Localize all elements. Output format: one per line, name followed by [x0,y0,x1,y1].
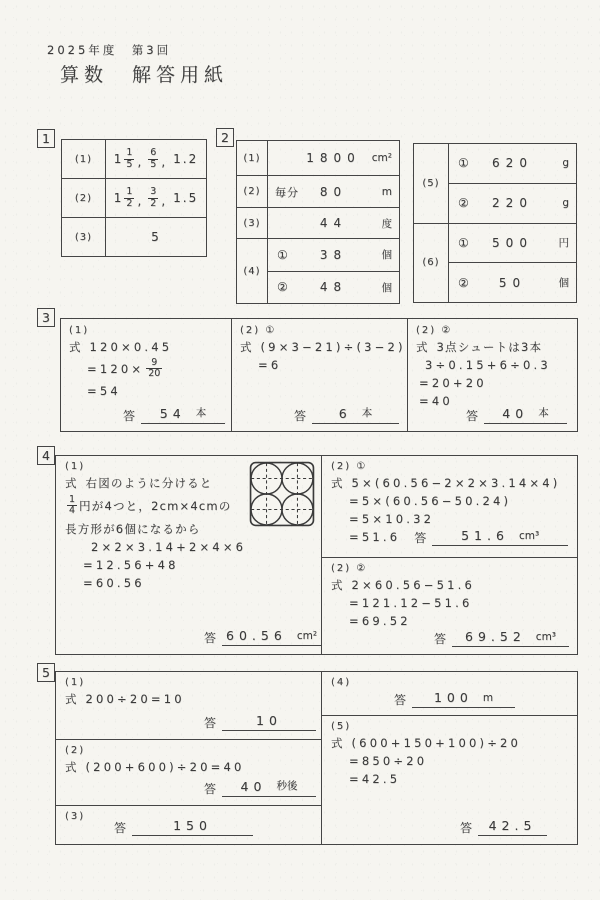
value-prefix: 毎分 [275,185,299,199]
table-row [237,175,399,207]
formula-text: (9×3−21)÷(3−2) [260,340,406,354]
circled-1-mark: ① [458,235,469,250]
circled-2-mark: ② [277,280,288,295]
s4-part2-1-cell [322,456,577,557]
unit-label: m [381,185,392,198]
formula-line [331,734,568,752]
formula-text: 2×60.56−51.6 [351,578,476,592]
item-label: (3) [237,208,268,238]
section-4-panel [55,455,578,655]
fraction-numerator: 3 [150,186,157,198]
formula-line: =40 [419,394,453,408]
fraction-numerator: 1 [69,494,76,505]
unit-label: g [562,197,569,210]
answer-value: 69.52 [465,629,526,644]
sub-answer-row [268,271,399,304]
sub-answer-row [449,224,576,263]
answer-value: 54 [159,406,186,421]
answer-line [204,778,316,797]
formula-keyword: 式 [65,692,77,706]
fraction-denominator: 20 [148,368,161,380]
fraction-denominator: 2 [126,197,133,209]
formula-keyword: 式 [416,340,428,354]
answer-underline [141,405,225,424]
formula-line: =5×(60.56−50.24) [349,494,512,508]
formula-line: =20+20 [419,376,487,390]
answer-keyword: 答 [394,693,407,707]
answer-keyword: 答 [204,631,217,645]
answer-line [114,818,253,836]
formula-text: (600+150+100)÷20 [351,736,522,750]
formula-line: =54 [87,383,121,398]
item-label: (3) [62,218,106,256]
answer-keyword: 答 [414,531,427,545]
answer-underline [312,405,399,424]
section-3-panel [60,318,578,432]
s4-part2-2-cell [322,557,577,654]
answer-line [123,405,225,424]
answer-value: 500 [492,235,533,250]
table-row [414,144,576,223]
item-label: (1) [65,461,86,472]
item-label: (5) [331,721,352,732]
answer-value: 620 [492,156,533,171]
quarter-circles-figure [249,461,315,527]
s5-part1-cell [56,672,321,739]
fraction [148,148,158,170]
fraction-numerator: 1 [126,147,133,159]
formula-line: =12.56+48 [83,557,179,572]
s3-part1-cell [61,319,231,431]
fraction-denominator: 5 [150,158,157,170]
s4-part1-cell [56,456,321,654]
fraction-numerator: 1 [126,186,133,198]
answer-keyword: 答 [460,821,473,835]
s5-part4-cell [322,672,577,715]
answer-cell [106,140,206,178]
formula-line: 長方形が6個になるから [65,521,201,536]
formula-keyword: 式 [331,476,343,490]
answer-underline [222,628,321,646]
fraction [67,495,77,517]
section-2-badge: 2 [216,128,234,147]
sub-answer-row [449,183,576,223]
s3-part2-2-cell [407,319,577,431]
answer-value: 100 [433,690,473,705]
fraction-numerator: 9 [151,357,158,368]
table-row [62,217,206,256]
formula-line: =51.6 [349,530,401,544]
table-row [237,207,399,238]
section-4-badge: 4 [37,446,55,465]
unit-label: cm³ [535,631,557,643]
answer-underline [432,528,568,546]
formula-line [65,690,312,708]
item-label: (2) [62,179,106,217]
s5-right-column [321,672,577,844]
answer-underline [484,405,567,424]
formula-line [331,576,568,594]
answer-line [466,405,567,424]
s5-part5-cell [322,715,577,844]
answer-keyword: 答 [294,409,307,423]
section-3-badge: 3 [37,308,55,327]
sub-answer-row [449,144,576,183]
s5-left-column [56,672,321,844]
fraction-denominator: 5 [126,158,133,170]
section-1-table [61,139,207,257]
circled-1-mark: ① [458,156,469,171]
item-label: (2) ② [331,563,368,574]
item-label: (6) [414,224,449,303]
answer-cell [268,141,399,175]
answer-value: 44 [319,216,348,230]
answer-value: 42.5 [488,818,537,833]
answer-line [414,528,568,546]
formula-text: 右図のように分けると [85,476,213,490]
s5-part2-cell [56,739,321,805]
formula-line: 2×2×3.14+2×4×6 [91,539,247,554]
fraction [124,187,134,209]
item-label: (5) [414,144,449,223]
section-2-table [236,140,400,304]
fraction [148,187,158,209]
decimal-value: 1.5 [173,191,199,205]
item-label: (2) ① [240,325,277,336]
section-1-badge: 1 [37,129,55,148]
separator: , [137,155,142,169]
mixed-number-whole: 1 [113,152,122,166]
answer-cell [106,179,206,217]
answer-value: 40 [240,779,267,794]
formula-keyword: 式 [65,760,77,774]
unit-label: 個 [381,249,392,262]
unit-label: 秒後 [276,780,298,792]
unit-label: 本 [361,407,373,419]
unit-label: 本 [538,407,549,419]
item-label: (2) [65,745,86,756]
formula-line [240,338,406,356]
answer-line [460,818,547,836]
section-5-badge: 5 [37,663,55,682]
sub-answer-column [449,144,576,223]
formula-text: 3点シュートは3本 [436,340,543,354]
table-row [414,223,576,303]
formula-line: =121.12−51.6 [349,596,473,610]
unit-label: 個 [381,281,392,294]
formula-text: 120×0.45 [89,340,173,354]
unit-label: g [562,157,569,170]
mixed-number-whole: 1 [113,191,122,205]
answer-value: 80 [319,184,348,199]
table-row [237,238,399,303]
formula-keyword: 式 [331,736,343,750]
answer-keyword: 答 [123,409,136,423]
answer-keyword: 答 [434,632,447,646]
answer-line [204,628,318,646]
item-label: (3) [65,811,86,822]
answer-value: 220 [492,196,533,211]
formula-line: 3÷0.15+6÷0.3 [425,358,551,372]
unit-label: m [482,692,494,704]
answer-underline [132,818,253,836]
formula-keyword: 式 [69,340,81,354]
unit-label: 円 [558,237,569,250]
answer-underline [478,818,547,836]
answer-keyword: 答 [204,782,217,796]
answer-value: 48 [319,280,348,295]
answer-line [394,690,515,708]
formula-keyword: 式 [65,476,77,490]
unit-label: cm³ [518,530,540,542]
answer-cell [268,176,399,207]
separator: , [137,194,142,208]
separator: , [161,194,166,208]
answer-line [434,629,569,647]
answer-value: 6 [338,406,352,421]
table-row [62,140,206,178]
circled-2-mark: ② [458,196,469,211]
s4-part1-column [56,456,321,654]
unit-label: cm² [296,630,318,642]
item-label: (1) [62,140,106,178]
item-label: (4) [331,677,352,688]
answer-value: 38 [319,247,348,262]
fraction [124,148,134,170]
formula-line: =6 [258,358,282,372]
formula-line [331,474,568,492]
circled-2-mark: ② [458,275,469,290]
answer-cell: 5 [151,230,161,244]
answer-underline [412,690,515,708]
sub-answer-row [449,262,576,302]
s3-part2-1-cell [231,319,407,431]
answer-underline [222,778,316,797]
formula-keyword: 式 [240,340,252,354]
formula-text: (200+600)÷20=40 [85,760,245,774]
formula-line [69,338,223,356]
answer-value: 1800 [306,151,361,165]
answer-underline [222,713,316,731]
formula-text: 円が4つと，2cm×4cmの [79,498,232,513]
formula-answer-row [331,528,568,546]
formula-line: =5×10.32 [349,512,435,526]
fraction [146,358,162,380]
table-row [62,178,206,217]
item-label: (1) [237,141,268,175]
answer-value: 50 [498,275,527,290]
item-label: (2) ① [331,461,368,472]
item-label: (2) ② [416,325,453,336]
item-label: (2) [237,176,268,207]
fraction-numerator: 6 [150,147,157,159]
page-title: 算数 解答用紙 [60,64,229,86]
unit-label: 本 [195,407,207,419]
unit-label: 度 [381,217,392,230]
formula-line [416,338,569,356]
formula-line: =42.5 [349,772,401,786]
s5-part3-cell [56,805,321,844]
formula-keyword: 式 [331,578,343,592]
answer-line [294,405,399,424]
fraction-denominator: 2 [150,197,157,209]
answer-value: 40 [502,406,529,421]
formula-text: 200÷20=10 [85,692,185,706]
formula-line: =60.56 [83,575,145,590]
answer-value: 51.6 [461,528,509,543]
circled-1-mark: ① [277,247,288,262]
formula-line: =850÷20 [349,754,428,768]
answer-underline [452,629,569,647]
answer-value: 10 [256,713,282,728]
answer-cell [268,208,399,238]
exam-session: 2025年度 第3回 [47,43,172,57]
fraction-denominator: 4 [69,505,76,517]
unit-label: cm² [371,152,392,164]
sub-answer-column [449,224,576,303]
answer-value: 60.56 [226,628,287,643]
table-row [237,141,399,175]
answer-value: 150 [173,818,212,833]
section-5-panel [55,671,578,845]
answer-line [204,713,316,731]
formula-line: =69.52 [349,614,411,628]
answer-keyword: 答 [204,716,217,730]
formula-text: =120× [87,361,145,376]
item-label: (1) [65,677,86,688]
formula-line [65,758,312,776]
answer-keyword: 答 [114,821,127,835]
formula-text: 5×(60.56−2×2×3.14×4) [351,476,561,490]
item-label: (4) [237,239,268,303]
item-label: (1) [69,325,90,336]
decimal-value: 1.2 [173,152,199,166]
sub-answer-row [268,239,399,271]
sub-answer-column [268,239,399,303]
formula-line [69,358,223,380]
unit-label: 個 [558,277,569,290]
answer-keyword: 答 [466,409,479,423]
section-2-table-right [413,143,577,303]
separator: , [161,155,166,169]
s4-part2-column [321,456,577,654]
